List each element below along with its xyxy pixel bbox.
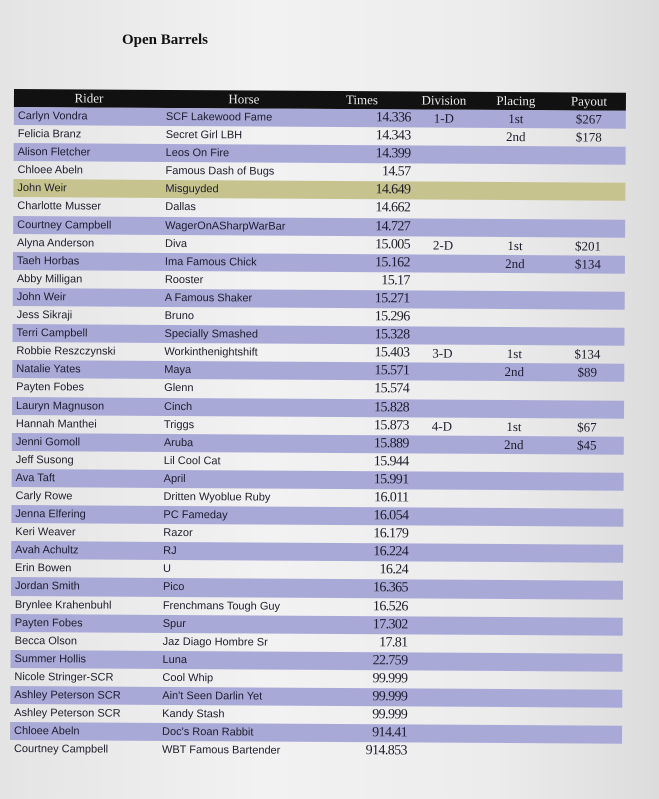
time-cell: 15.873 <box>374 417 409 434</box>
payout-cell: $134 <box>574 256 601 272</box>
time-cell: 15.944 <box>373 453 409 470</box>
division-cell <box>416 363 468 381</box>
rider-cell: Felicia Branz <box>17 128 82 141</box>
placing-cell <box>487 725 537 743</box>
placing-cell <box>489 381 539 399</box>
division-cell <box>416 399 468 417</box>
placing-cell <box>489 472 539 490</box>
rider-cell: Chloee Abeln <box>17 164 83 177</box>
time-cell: 16.224 <box>373 544 409 560</box>
payout-cell <box>558 400 616 418</box>
placing-cell: 1st <box>507 237 523 253</box>
rider-cell: Lauryn Magnuson <box>16 399 105 413</box>
division-cell <box>417 308 469 326</box>
payout-cell: $134 <box>574 346 601 362</box>
rider-cell: Jenni Gomoll <box>15 435 81 449</box>
payout-cell <box>559 273 617 291</box>
payout-cell: $89 <box>577 364 598 380</box>
division-cell <box>415 634 467 652</box>
placing-cell <box>490 182 540 200</box>
division-cell <box>415 508 467 526</box>
payout-cell <box>556 707 614 725</box>
rider-cell: Ava Taft <box>15 471 56 485</box>
division-cell <box>417 200 469 218</box>
placing-cell: 2nd <box>505 255 525 271</box>
rider-cell: Brynlee Krahenbuhl <box>14 598 112 612</box>
rider-cell: Terri Campbell <box>16 327 88 340</box>
division-cell <box>414 652 466 670</box>
results-table <box>10 89 626 762</box>
rider-cell: Payten Fobes <box>14 616 83 630</box>
payout-cell <box>557 526 615 544</box>
time-cell: 14.399 <box>375 146 411 162</box>
time-cell: 14.649 <box>375 182 411 198</box>
horse-cell: Famous Dash of Bugs <box>165 165 275 178</box>
payout-cell <box>557 635 615 653</box>
horse-cell: U <box>163 563 172 576</box>
time-cell: 22.759 <box>372 653 408 669</box>
horse-cell: Jaz Diago Hombre Sr <box>162 635 268 649</box>
time-cell: 16.24 <box>379 562 409 578</box>
time-cell: 14.662 <box>375 200 411 216</box>
rider-cell: John Weir <box>17 182 67 195</box>
time-cell: 14.57 <box>381 164 411 180</box>
time-cell: 15.889 <box>373 435 409 452</box>
horse-cell: PC Fameday <box>163 508 228 522</box>
time-cell: 15.571 <box>374 363 410 379</box>
division-cell <box>414 707 466 725</box>
placing-cell <box>490 273 540 291</box>
horse-cell: Ain't Seen Darlin Yet <box>162 689 263 703</box>
division-cell: 4-D <box>431 418 453 434</box>
rider-cell: Nicole Stringer-SCR <box>14 670 114 684</box>
division-cell: 1-D <box>433 110 454 126</box>
division-cell <box>417 182 469 200</box>
rider-cell: Jeff Susong <box>15 453 74 467</box>
placing-cell <box>490 218 540 236</box>
time-cell: 15.005 <box>375 236 411 253</box>
division-cell: 3-D <box>432 345 453 361</box>
payout-cell <box>559 309 617 327</box>
horse-cell: Ima Famous Chick <box>164 255 257 269</box>
payout-cell: $67 <box>577 419 597 435</box>
division-cell <box>414 688 466 706</box>
placing-cell <box>488 526 538 544</box>
placing-cell <box>488 508 538 526</box>
time-cell: 15.403 <box>374 345 410 361</box>
page-title: Open Barrels <box>122 32 208 48</box>
rider-cell: Carlyn Vondra <box>17 110 88 123</box>
rider-cell: Alison Fletcher <box>17 146 91 159</box>
payout-cell <box>557 545 615 563</box>
rider-cell: Alyna Anderson <box>17 236 95 250</box>
horse-cell: Secret Girl LBH <box>165 129 243 142</box>
rider-cell: Keri Weaver <box>15 526 76 539</box>
payout-cell <box>557 599 615 617</box>
rider-cell: Charlotte Musser <box>17 200 102 214</box>
time-cell: 99.999 <box>372 689 408 705</box>
horse-cell: Luna <box>162 653 188 666</box>
header-payout: Payout <box>570 93 608 109</box>
time-cell: 15.574 <box>374 381 410 397</box>
division-cell <box>417 254 469 272</box>
payout-cell <box>559 183 617 201</box>
horse-cell: Lil Cool Cat <box>163 454 221 468</box>
payout-cell: $178 <box>575 129 602 145</box>
placing-cell <box>487 653 537 671</box>
rider-cell: Hannah Manthei <box>15 417 97 431</box>
division-cell <box>415 489 467 507</box>
placing-cell <box>487 743 537 761</box>
division-cell <box>415 616 467 634</box>
horse-cell: SCF Lakewood Fame <box>165 110 273 124</box>
horse-cell: Specially Smashed <box>164 328 259 341</box>
time-cell: 17.81 <box>379 634 408 651</box>
placing-cell <box>489 399 539 417</box>
horse-cell: Leos On Fire <box>165 147 230 160</box>
payout-cell <box>558 382 616 400</box>
payout-cell: $45 <box>577 437 597 453</box>
horse-cell: Bruno <box>164 309 195 323</box>
placing-cell <box>488 562 538 580</box>
division-cell <box>417 164 469 182</box>
time-cell: 17.302 <box>372 616 408 633</box>
horse-cell: April <box>163 472 186 485</box>
placing-cell <box>487 671 537 689</box>
horse-cell: Frenchmans Tough Guy <box>162 599 281 613</box>
header-placing: Placing <box>496 92 536 109</box>
payout-cell <box>557 617 615 635</box>
division-cell <box>418 146 470 164</box>
rider-cell: Erin Bowen <box>15 562 72 575</box>
header-rider: Rider <box>74 90 104 106</box>
placing-cell: 1st <box>508 111 524 127</box>
horse-cell: Spur <box>162 617 187 630</box>
time-cell: 16.526 <box>372 598 408 614</box>
payout-cell <box>558 454 616 472</box>
payout-cell <box>559 201 617 219</box>
time-cell: 99.999 <box>372 671 408 687</box>
payout-cell <box>558 327 616 345</box>
time-cell: 16.054 <box>373 508 409 524</box>
placing-cell <box>489 454 539 472</box>
time-cell: 16.011 <box>374 490 409 506</box>
placing-cell <box>488 580 538 598</box>
placing-cell <box>490 291 540 309</box>
rider-cell: Taeh Horbas <box>16 254 80 268</box>
time-cell: 15.328 <box>374 327 410 343</box>
rider-cell: Payten Fobes <box>16 381 85 394</box>
division-cell <box>417 290 469 308</box>
horse-cell: RJ <box>163 545 177 558</box>
horse-cell: Cool Whip <box>162 671 214 685</box>
payout-cell <box>560 147 618 165</box>
horse-cell: Maya <box>164 364 192 377</box>
table-row <box>10 740 622 762</box>
division-cell <box>415 562 467 580</box>
division-cell <box>416 453 468 471</box>
placing-cell <box>491 146 541 164</box>
division-cell <box>414 743 466 761</box>
time-cell: 15.271 <box>374 291 410 307</box>
rider-cell: Abby Milligan <box>16 272 83 286</box>
horse-cell: A Famous Shaker <box>164 291 253 305</box>
rider-cell: Ashley Peterson SCR <box>14 689 121 702</box>
payout-cell <box>559 291 617 309</box>
placing-cell: 2nd <box>504 436 524 452</box>
payout-cell <box>559 219 617 237</box>
time-cell: 15.162 <box>374 254 410 271</box>
time-cell: 14.336 <box>375 110 411 126</box>
payout-cell <box>557 563 615 581</box>
payout-cell <box>556 689 614 707</box>
time-cell: 16.365 <box>373 580 409 596</box>
division-cell <box>415 598 467 616</box>
rider-cell: Courtney Campbell <box>17 218 112 232</box>
placing-cell: 2nd <box>505 129 526 145</box>
time-cell: 914.853 <box>365 743 408 759</box>
rider-cell: Robbie Reszczynski <box>16 345 116 358</box>
horse-cell: Glenn <box>164 382 194 395</box>
horse-cell: Misguyded <box>165 183 219 196</box>
payout-cell <box>558 472 616 490</box>
horse-cell: Aruba <box>163 436 194 449</box>
horse-cell: Kandy Stash <box>162 708 225 721</box>
placing-cell <box>487 689 537 707</box>
placing-cell <box>488 490 538 508</box>
placing-cell <box>488 598 538 616</box>
placing-cell: 1st <box>506 346 523 362</box>
rider-cell: Carly Rowe <box>15 489 73 503</box>
placing-cell <box>490 309 540 327</box>
rider-cell: Jordan Smith <box>14 580 80 593</box>
header-division: Division <box>421 92 467 108</box>
rider-cell: Jess Sikraji <box>16 309 73 322</box>
placing-cell <box>488 544 538 562</box>
time-cell: 14.727 <box>375 218 411 234</box>
horse-cell: Dallas <box>165 201 196 214</box>
division-cell <box>415 544 467 562</box>
payout-cell <box>556 653 614 671</box>
payout-cell <box>556 744 614 762</box>
division-cell: 2-D <box>432 237 454 253</box>
placing-cell: 1st <box>506 418 522 434</box>
horse-cell: Rooster <box>164 273 204 287</box>
placing-cell <box>490 164 540 182</box>
horse-cell: Cinch <box>164 400 193 413</box>
horse-cell: Doc's Roan Rabbit <box>162 726 254 739</box>
division-cell <box>416 471 468 489</box>
payout-cell <box>557 508 615 526</box>
placing-cell <box>489 327 539 345</box>
division-cell <box>414 725 466 743</box>
rider-cell: Jenna Elfering <box>15 508 86 521</box>
horse-cell: Dritten Wyoblue Ruby <box>163 490 271 504</box>
rider-cell: John Weir <box>16 290 67 304</box>
division-cell <box>417 272 469 290</box>
time-cell: 15.991 <box>373 472 409 488</box>
horse-cell: WBT Famous Bartender <box>161 744 281 757</box>
division-cell <box>416 435 468 453</box>
payout-cell: $267 <box>575 111 602 127</box>
time-cell: 15.17 <box>381 273 410 289</box>
rider-cell: Summer Hollis <box>14 652 87 666</box>
rider-cell: Avah Achultz <box>15 544 79 557</box>
rider-cell: Natalie Yates <box>16 363 81 376</box>
time-cell: 99.999 <box>372 707 408 723</box>
payout-cell <box>557 581 615 599</box>
header-horse: Horse <box>228 91 260 107</box>
time-cell: 15.296 <box>374 309 410 325</box>
horse-cell: Pico <box>162 581 185 594</box>
payout-cell <box>557 490 615 508</box>
placing-cell <box>487 707 537 725</box>
placing-cell: 2nd <box>504 364 525 380</box>
division-cell <box>414 670 466 688</box>
placing-cell <box>490 200 540 218</box>
rider-cell: Chloee Abeln <box>14 725 80 738</box>
time-cell: 914.41 <box>372 725 408 741</box>
placing-cell <box>488 635 538 653</box>
header-times: Times <box>345 92 379 108</box>
payout-cell <box>556 671 614 689</box>
division-cell <box>416 381 468 399</box>
horse-cell: Razor <box>163 527 193 540</box>
rider-cell: Becca Olson <box>14 634 78 648</box>
division-cell <box>416 327 468 345</box>
payout-cell: $201 <box>575 238 602 254</box>
rider-cell: Ashley Peterson SCR <box>14 707 121 720</box>
division-cell <box>415 580 467 598</box>
payout-cell <box>556 726 614 744</box>
payout-cell <box>559 165 617 183</box>
placing-cell <box>488 617 538 635</box>
time-cell: 16.179 <box>373 526 409 542</box>
time-cell: 14.343 <box>375 128 411 144</box>
horse-cell: Triggs <box>163 418 195 431</box>
horse-cell: Workinthenightshift <box>164 346 258 359</box>
division-cell <box>418 128 470 146</box>
division-cell <box>415 526 467 544</box>
horse-cell: Diva <box>165 237 188 250</box>
horse-cell: WagerOnASharpWarBar <box>165 219 286 233</box>
rider-cell: Courtney Campbell <box>13 743 109 756</box>
division-cell <box>417 218 469 236</box>
time-cell: 15.828 <box>374 399 410 415</box>
